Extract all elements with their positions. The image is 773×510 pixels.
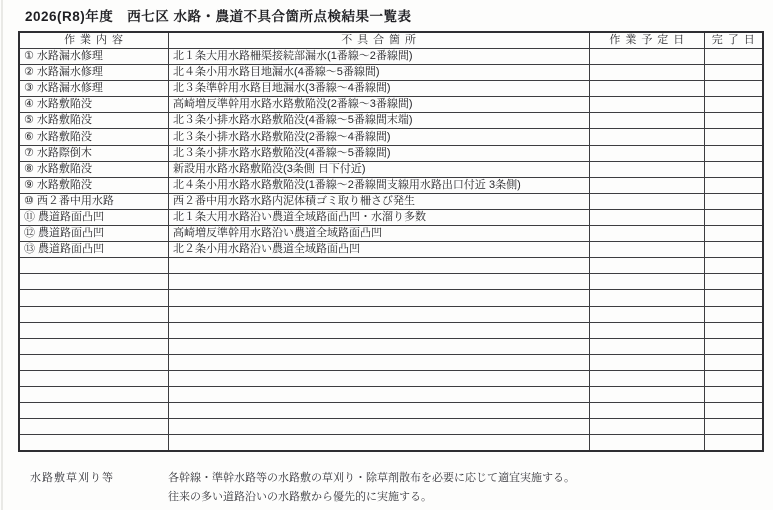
completed-date-cell [705,322,763,338]
location-cell [169,386,590,402]
location-cell [169,435,590,452]
empty-table-row [19,354,763,370]
scheduled-date-cell [590,386,705,402]
column-header-location: 不具合箇所 [169,32,590,49]
work-cell: ⑨ 水路敷陥没 [19,177,169,193]
location-cell: 北３条準幹用水路目地漏水(3番線～4番線間) [169,81,590,97]
work-cell [19,322,169,338]
table-row [19,226,763,242]
empty-table-row [19,274,763,290]
table-body [19,49,763,452]
work-cell [19,338,169,354]
table-row [19,81,763,97]
work-cell: ② 水路漏水修理 [19,65,169,81]
completed-date-cell [705,113,763,129]
table-row [19,177,763,193]
scheduled-date-cell [590,274,705,290]
location-cell: 北３条小排水路水路敷陥没(2番線～4番線間) [169,129,590,145]
table-header-row [19,32,763,49]
completed-date-cell [705,177,763,193]
completed-date-cell [705,49,763,65]
scheduled-date-cell [590,370,705,386]
work-cell [19,258,169,274]
scheduled-date-cell [590,49,705,65]
completed-date-cell [705,354,763,370]
scan-edge-artifact [1,0,3,510]
location-cell [169,403,590,419]
completed-date-cell [705,258,763,274]
page-title: 2026(R8)年度 西七区 水路・農道不具合箇所点検結果一覧表 [25,9,412,24]
completed-date-cell [705,193,763,209]
table-row [19,209,763,225]
completed-date-cell [705,242,763,258]
empty-table-row [19,403,763,419]
table-row [19,161,763,177]
table-row [19,97,763,113]
completed-date-cell [705,145,763,161]
work-cell [19,274,169,290]
scheduled-date-cell [590,290,705,306]
location-cell [169,306,590,322]
location-cell [169,419,590,435]
work-cell: ⑤ 水路敷陥没 [19,113,169,129]
completed-date-cell [705,403,763,419]
completed-date-cell [705,338,763,354]
work-cell [19,354,169,370]
location-cell: 北１条大用水路柵渠接続部漏水(1番線～2番線間) [169,49,590,65]
work-cell: ⑪ 農道路面凸凹 [19,209,169,225]
work-cell: ⑥ 水路敷陥没 [19,129,169,145]
scheduled-date-cell [590,419,705,435]
scheduled-date-cell [590,113,705,129]
completed-date-cell [705,386,763,402]
location-cell: 北４条小用水路水路敷陥没(1番線～2番線間支線用水路出口付近 3条側) [169,177,590,193]
location-cell: 高崎増反準幹用水路沿い農道全域路面凸凹 [169,226,590,242]
scheduled-date-cell [590,258,705,274]
work-cell: ⑦ 水路際倒木 [19,145,169,161]
work-cell [19,435,169,452]
work-cell [19,419,169,435]
location-cell: 北３条小排水路水路敷陥没(4番線～5番線間末端) [169,113,590,129]
completed-date-cell [705,65,763,81]
footer-note-line-1: 各幹線・準幹水路等の水路敷の草刈り・除草剤散布を必要に応じて適宜実施する。 [168,472,575,484]
work-cell: ⑫ 農道路面凸凹 [19,226,169,242]
empty-table-row [19,258,763,274]
location-cell: 北３条小排水路水路敷陥没(4番線～5番線間) [169,145,590,161]
work-cell: ⑧ 水路敷陥没 [19,161,169,177]
work-cell: ③ 水路漏水修理 [19,81,169,97]
completed-date-cell [705,226,763,242]
column-header-work: 作業内容 [19,32,169,49]
empty-table-row [19,386,763,402]
scheduled-date-cell [590,226,705,242]
empty-table-row [19,338,763,354]
location-cell: 西２番中用水路水路内泥体積ゴミ取り柵さび発生 [169,193,590,209]
empty-table-row [19,370,763,386]
column-header-scheduled-date: 作業予定日 [590,32,705,49]
scheduled-date-cell [590,354,705,370]
location-cell: 北１条大用水路沿い農道全域路面凸凹・水溜り多数 [169,209,590,225]
scheduled-date-cell [590,65,705,81]
table-row [19,193,763,209]
table-row [19,242,763,258]
scheduled-date-cell [590,145,705,161]
completed-date-cell [705,274,763,290]
work-cell [19,403,169,419]
location-cell: 北４条小用水路目地漏水(4番線～5番線間) [169,65,590,81]
scheduled-date-cell [590,81,705,97]
empty-table-row [19,322,763,338]
table-row [19,49,763,65]
empty-table-row [19,435,763,452]
scheduled-date-cell [590,97,705,113]
scheduled-date-cell [590,209,705,225]
scheduled-date-cell [590,193,705,209]
location-cell: 新設用水路水路敷陥没(3条側 日下付近) [169,161,590,177]
scheduled-date-cell [590,306,705,322]
completed-date-cell [705,209,763,225]
completed-date-cell [705,290,763,306]
location-cell [169,290,590,306]
location-cell: 北２条小用水路沿い農道全域路面凸凹 [169,242,590,258]
scheduled-date-cell [590,177,705,193]
work-cell [19,290,169,306]
completed-date-cell [705,435,763,452]
location-cell: 高崎増反準幹用水路水路敷陥没(2番線～3番線間) [169,97,590,113]
empty-table-row [19,306,763,322]
table-row [19,129,763,145]
completed-date-cell [705,161,763,177]
column-header-completed-date: 完了日 [705,32,763,49]
completed-date-cell [705,370,763,386]
location-cell [169,354,590,370]
location-cell [169,274,590,290]
empty-table-row [19,290,763,306]
completed-date-cell [705,97,763,113]
location-cell [169,370,590,386]
work-cell: ① 水路漏水修理 [19,49,169,65]
location-cell [169,338,590,354]
location-cell [169,322,590,338]
scheduled-date-cell [590,161,705,177]
scheduled-date-cell [590,435,705,452]
work-cell [19,306,169,322]
scheduled-date-cell [590,322,705,338]
work-cell [19,370,169,386]
completed-date-cell [705,306,763,322]
scheduled-date-cell [590,403,705,419]
location-cell [169,258,590,274]
scheduled-date-cell [590,129,705,145]
scheduled-date-cell [590,338,705,354]
table-row [19,145,763,161]
work-cell: ⑬ 農道路面凸凹 [19,242,169,258]
work-cell [19,386,169,402]
completed-date-cell [705,81,763,97]
work-cell: ④ 水路敷陥没 [19,97,169,113]
work-cell: ⑩ 西２番中用水路 [19,193,169,209]
footer-note-line-2: 往来の多い道路沿いの水路敷から優先的に実施する。 [168,491,432,503]
table-row [19,65,763,81]
empty-table-row [19,419,763,435]
completed-date-cell [705,129,763,145]
completed-date-cell [705,419,763,435]
inspection-results-table [18,31,764,452]
footer-label: 水路敷草刈り等 [30,472,114,484]
footer-notes [168,469,575,507]
scheduled-date-cell [590,242,705,258]
table-row [19,113,763,129]
